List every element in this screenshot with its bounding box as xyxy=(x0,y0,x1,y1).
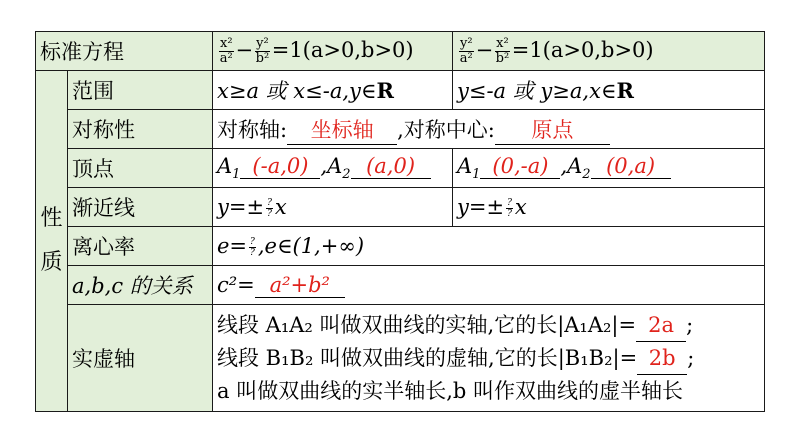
symmetry-value: 对称轴: 坐标轴 ,对称中心: 原点 xyxy=(213,110,765,149)
axes-line-semi: a 叫做双曲线的实半轴长,b 叫作双曲线的虚半轴长 xyxy=(217,379,683,403)
symmetry-label: 对称性 xyxy=(68,110,213,149)
answer-vertex-a1: (-a,0) xyxy=(240,154,320,179)
properties-label: 性 质 xyxy=(36,71,68,412)
vertex-horizontal: $A_1$ (-a,0) $,A_2$ (a,0) xyxy=(213,149,453,188)
range-vertical: y≤-a 或 y≥a,x∈R xyxy=(453,71,765,110)
eccentricity-label: 离心率 xyxy=(68,227,213,266)
asymptote-horizontal: y=± $\frac{?}{?}$ x xyxy=(213,188,453,227)
table-row-range xyxy=(36,71,765,110)
hyperbola-properties-table xyxy=(35,31,765,412)
vertex-vertical: $A_1$ (0,-a) $,A_2$ (0,a) xyxy=(453,149,765,188)
axes-line-real: 线段 A₁A₂ 叫做双曲线的实轴,它的长|A₁A₂|= 2a ; xyxy=(217,309,760,342)
fraction: $\frac{\text{y²}}{\text{b²}}$ xyxy=(255,35,270,66)
axes-value xyxy=(213,305,765,412)
table-row-symmetry xyxy=(36,110,765,149)
asymptote-label: 渐近线 xyxy=(68,188,213,227)
eccentricity-value: e= $\frac{?}{?}$ ,e∈(1,+∞) xyxy=(213,227,765,266)
table-row-axes xyxy=(36,305,765,412)
standard-equation-label: 标准方程 xyxy=(36,32,213,71)
placeholder-fraction: $\frac{?}{?}$ xyxy=(250,237,255,258)
table-row-standard-equation xyxy=(36,32,765,71)
axes-label: 实虚轴 xyxy=(68,305,213,412)
placeholder-fraction: $\frac{?}{?}$ xyxy=(267,198,272,219)
answer-symmetry-center: 原点 xyxy=(495,114,610,145)
vertex-label: 顶点 xyxy=(68,149,213,188)
answer-symmetry-axis: 坐标轴 xyxy=(287,114,397,145)
equation-horizontal: $\frac{\text{x²}}{\text{a²}}$ − $\frac{\text{y²}}{\text{b²}}$ =1(a>0,b>0) xyxy=(213,32,453,71)
answer-relation: a²+b² xyxy=(255,273,345,298)
answer-vertex-a2: (0,a) xyxy=(591,154,671,179)
table-row-eccentricity xyxy=(36,227,765,266)
answer-imaginary-axis: 2b xyxy=(637,342,687,375)
answer-vertex-a1: (0,-a) xyxy=(480,154,560,179)
fraction: $\frac{\text{x²}}{\text{a²}}$ xyxy=(219,35,233,66)
relation-value: c²= a²+b² xyxy=(213,266,765,305)
range-label: 范围 xyxy=(68,71,213,110)
fraction: $\frac{\text{y²}}{\text{a²}}$ xyxy=(459,35,473,66)
fraction: $\frac{\text{x²}}{\text{b²}}$ xyxy=(495,35,510,66)
table-row-relation xyxy=(36,266,765,305)
placeholder-fraction: $\frac{?}{?}$ xyxy=(507,198,512,219)
answer-vertex-a2: (a,0) xyxy=(351,154,431,179)
table-row-vertex xyxy=(36,149,765,188)
table-row-asymptote xyxy=(36,188,765,227)
range-horizontal: x≥a 或 x≤-a,y∈R xyxy=(213,71,453,110)
equation-vertical: $\frac{\text{y²}}{\text{a²}}$ − $\frac{\text{x²}}{\text{b²}}$ =1(a>0,b>0) xyxy=(453,32,765,71)
answer-real-axis: 2a xyxy=(636,309,686,342)
asymptote-vertical: y=± $\frac{?}{?}$ x xyxy=(453,188,765,227)
relation-label: a,b,c 的关系 xyxy=(68,266,213,305)
axes-line-imaginary: 线段 B₁B₂ 叫做双曲线的虚轴,它的长|B₁B₂|= 2b ; xyxy=(217,342,760,375)
